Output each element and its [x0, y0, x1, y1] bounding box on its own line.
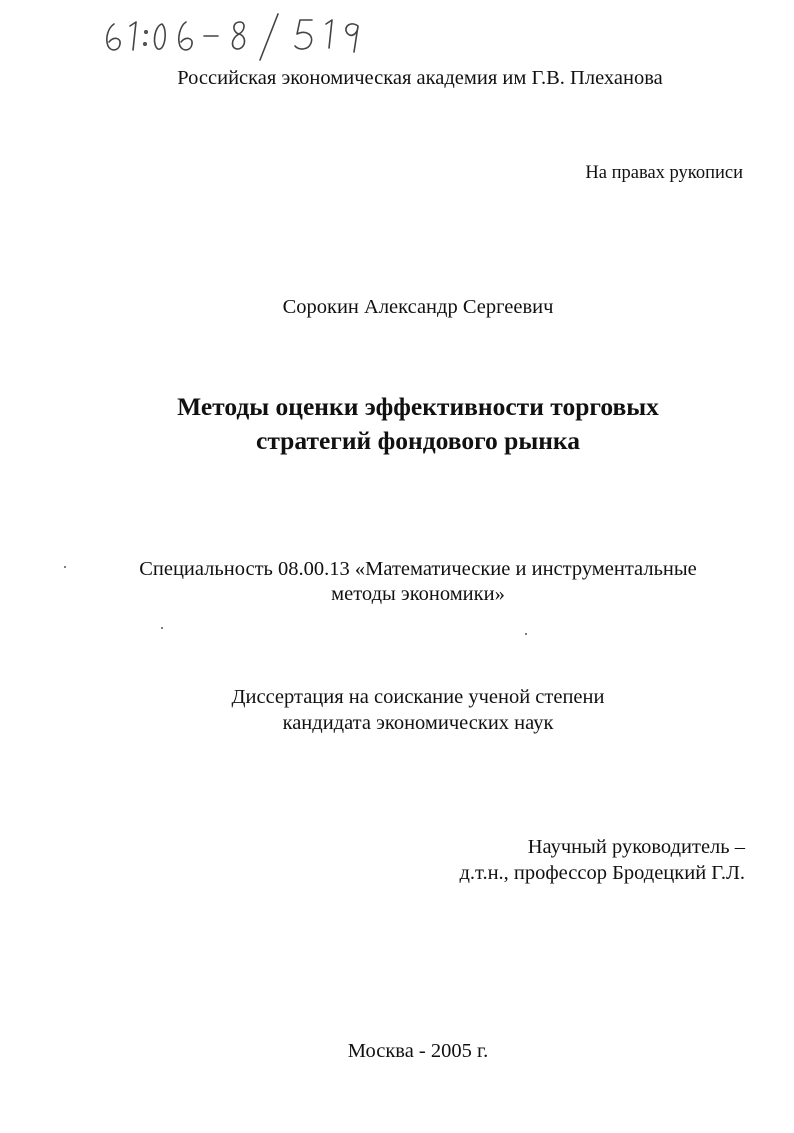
manuscript-note: На правах рукописи [585, 163, 743, 183]
dissertation-line-2: кандидата экономических наук [282, 712, 554, 734]
scan-speck [525, 633, 527, 635]
scan-speck [64, 566, 66, 568]
handwritten-archive-number-drawing [100, 2, 400, 62]
advisor-line-2: д.т.н., профессор Бродецкий Г.Л. [459, 862, 745, 884]
city-year: Москва - 2005 г. [347, 1040, 489, 1062]
thesis-title-line-1: Методы оценки эффективности торговых [177, 392, 659, 421]
author-name: Сорокин Александр Сергеевич [282, 296, 554, 318]
specialty-line-2: методы экономики» [331, 583, 505, 605]
institution-name: Российская экономическая академия им Г.В. Плеханова [177, 67, 663, 89]
dissertation-line-1: Диссертация на соискание ученой степени [231, 686, 605, 708]
specialty-line-1: Специальность 08.00.13 «Математические и инструментальные [139, 558, 697, 580]
advisor-line-1: Научный руководитель – [527, 836, 745, 858]
scan-speck [161, 627, 163, 629]
handwritten-archive-number [100, 2, 400, 62]
thesis-title-line-2: стратегий фондового рынка [256, 426, 580, 455]
